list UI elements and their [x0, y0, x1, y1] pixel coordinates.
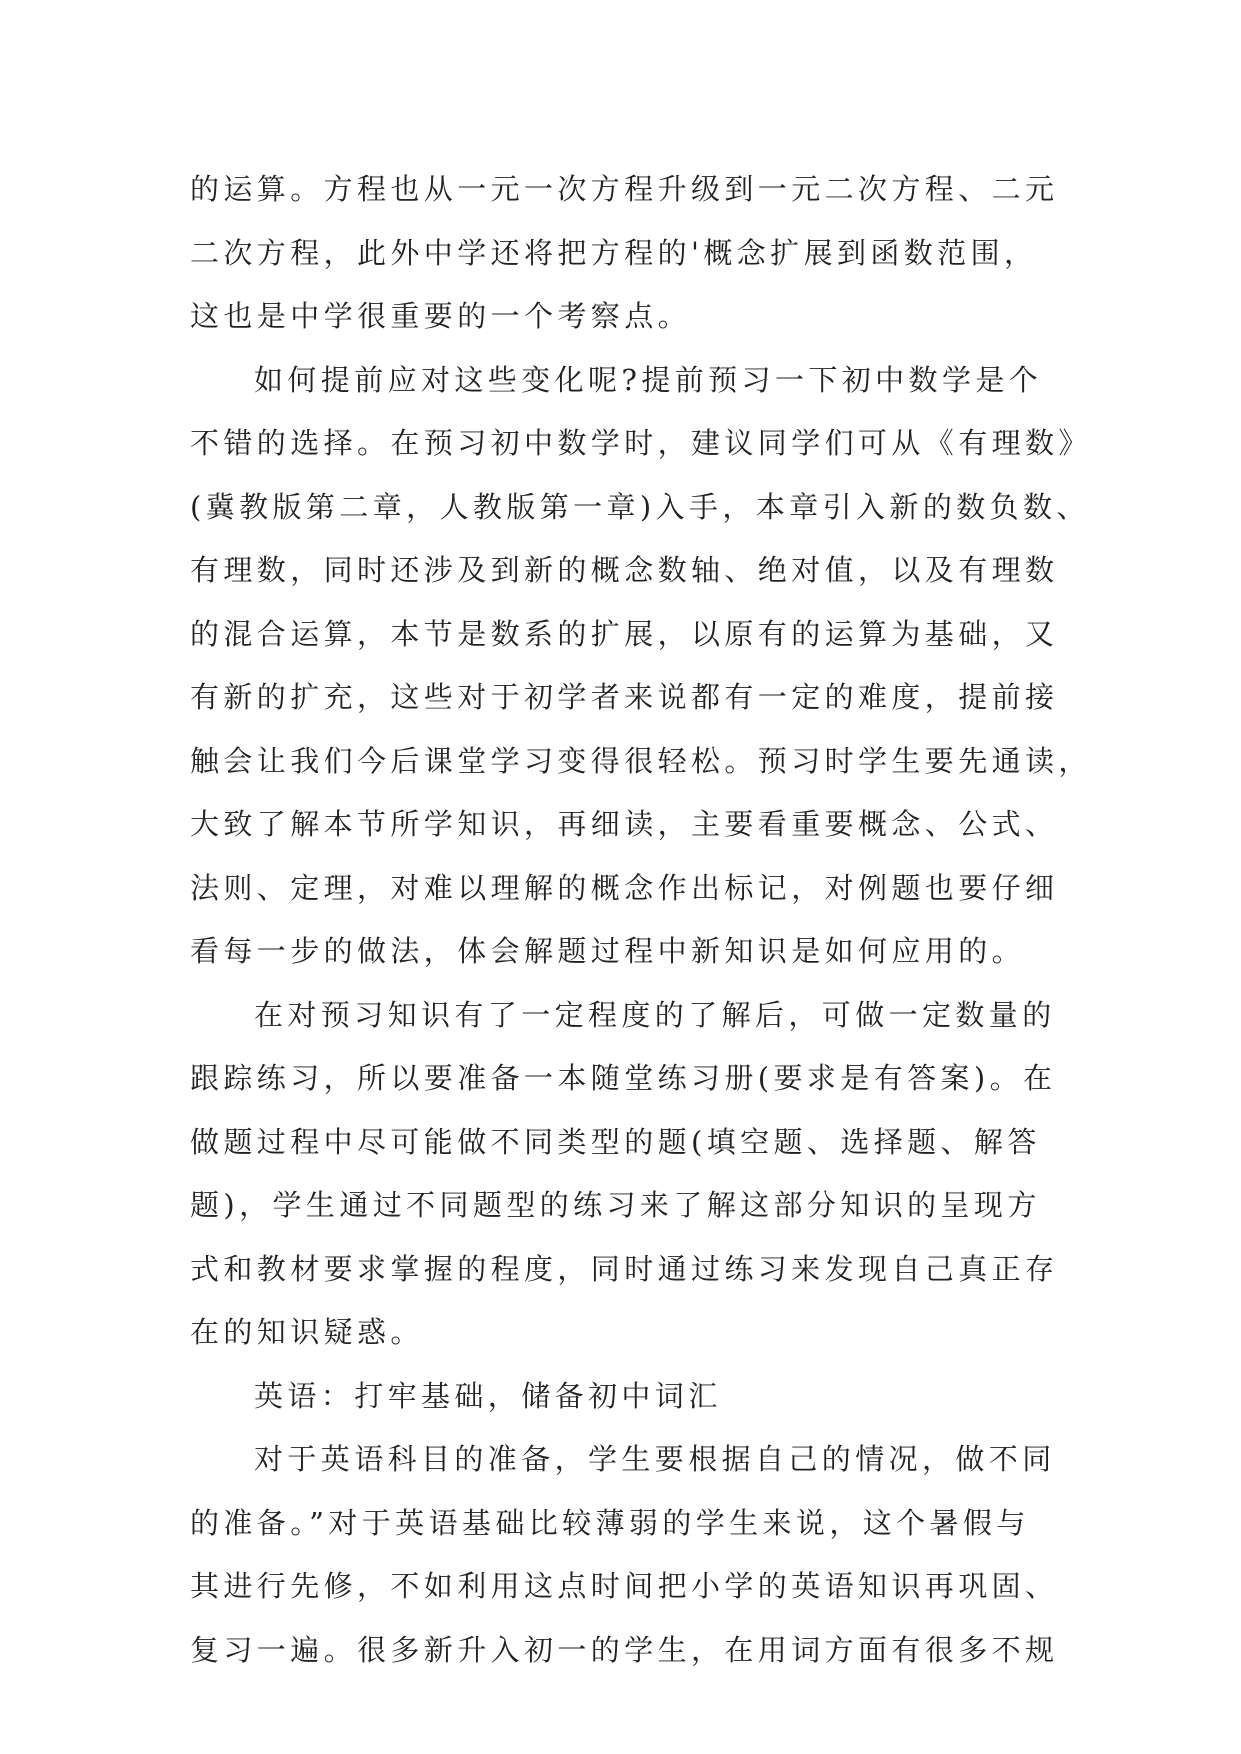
text-line: 的混合运算，本节是数系的扩展，以原有的运算为基础，又 [190, 616, 1059, 651]
text-line: 法则、定理，对难以理解的概念作出标记，对例题也要仔细 [190, 870, 1059, 905]
text-line: 跟踪练习，所以要准备一本随堂练习册(要求是有答案)。在 [190, 1061, 1057, 1095]
text-line: 其进行先修，不如利用这点时间把小学的英语知识再巩固、 [190, 1569, 1059, 1603]
text-line: 触会让我们今后课堂学习变得很轻松。预习时学生要先通读， [190, 743, 1092, 778]
text-line: 有新的扩充，这些对于初学者来说都有一定的难度，提前接 [190, 680, 1059, 714]
text-line: 做题过程中尽可能做不同类型的题(填空题、选择题、解答 [190, 1124, 1041, 1159]
text-line: 这也是中学很重要的一个考察点。 [190, 299, 692, 333]
text-line: (冀教版第二章，人教版第一章)入手，本章引入新的数负数、 [190, 489, 1090, 524]
text-line: 不错的选择。在预习初中数学时，建议同学们可从《有理数》 [190, 426, 1092, 460]
paragraph-first-line: 对于英语科目的准备，学生要根据自己的情况，做不同 [254, 1442, 1056, 1476]
section-heading: 英语：打牢基础，储备初中词汇 [254, 1378, 722, 1413]
text-line: 的运算。方程也从一元一次方程升级到一元二次方程、二元 [190, 172, 1059, 206]
text-line: 题)，学生通过不同题型的练习来了解这部分知识的呈现方 [190, 1188, 1041, 1222]
paragraph-first-line: 在对预习知识有了一定程度的了解后，可做一定数量的 [254, 997, 1056, 1032]
text-line: 有理数，同时还涉及到新的概念数轴、绝对值，以及有理数 [190, 553, 1059, 587]
paragraph-first-line: 如何提前应对这些变化呢?提前预习一下初中数学是个 [254, 362, 1043, 397]
text-line: 大致了解本节所学知识，再细读，主要看重要概念、公式、 [190, 807, 1059, 841]
text-line: 看每一步的做法，体会解题过程中新知识是如何应用的。 [190, 934, 1026, 968]
text-line: 二次方程，此外中学还将把方程的'概念扩展到函数范围， [190, 235, 1038, 270]
text-line: 式和教材要求掌握的程度，同时通过练习来发现自己真正存 [190, 1251, 1059, 1286]
text-line: 复习一遍。很多新升入初一的学生，在用词方面有很多不规 [190, 1632, 1059, 1667]
text-line: 在的知识疑惑。 [190, 1315, 424, 1349]
document-body [190, 158, 1092, 1682]
text-line: 的准备。”对于英语基础比较薄弱的学生来说，这个暑假与 [190, 1505, 1030, 1540]
